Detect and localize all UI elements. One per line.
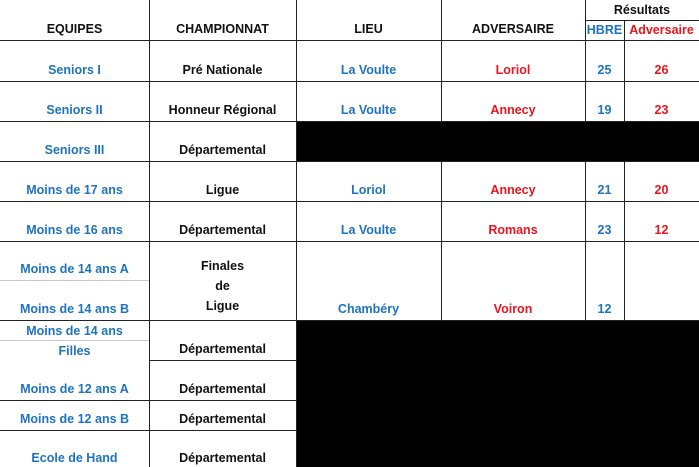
equipe-cell: Seniors I bbox=[48, 63, 101, 77]
adversaire-cell: Annecy bbox=[490, 103, 536, 117]
equipe-cell: Filles bbox=[58, 344, 91, 358]
hbre-score-cell: 25 bbox=[597, 63, 612, 77]
championnat-cell: Pré Nationale bbox=[182, 63, 263, 77]
championnat-cell: Départemental bbox=[179, 143, 266, 157]
header-championnat: CHAMPIONNAT bbox=[176, 22, 269, 36]
adversaire-cell: Loriol bbox=[495, 63, 531, 77]
equipe-cell: Moins de 16 ans bbox=[26, 223, 123, 237]
championnat-cell: Départemental bbox=[179, 382, 266, 396]
lieu-cell: La Voulte bbox=[340, 103, 397, 117]
championnat-cell: Départemental bbox=[179, 451, 266, 465]
lieu-cell: Loriol bbox=[351, 183, 386, 197]
championnat-line: Finales bbox=[200, 259, 245, 273]
championnat-cell: Ligue bbox=[205, 183, 240, 197]
adversaire-score-cell: 23 bbox=[654, 103, 669, 117]
championnat-cell: Départemental bbox=[179, 412, 266, 426]
equipe-cell: Moins de 12 ans B bbox=[19, 412, 130, 426]
equipe-cell: Moins de 14 ans bbox=[26, 324, 123, 338]
blank-region-seniors-iii bbox=[297, 121, 699, 161]
lieu-cell: La Voulte bbox=[340, 63, 397, 77]
equipe-cell: Ecole de Hand bbox=[31, 451, 118, 465]
equipe-cell: Moins de 12 ans A bbox=[20, 382, 129, 396]
hbre-score-cell: 19 bbox=[597, 103, 612, 117]
lieu-cell: Chambéry bbox=[337, 302, 400, 316]
header-equipes: EQUIPES bbox=[46, 22, 103, 36]
adversaire-score-cell: 12 bbox=[654, 223, 669, 237]
hbre-score-cell: 21 bbox=[597, 183, 612, 197]
header-lieu: LIEU bbox=[354, 22, 383, 36]
equipe-cell: Moins de 14 ans B bbox=[19, 302, 130, 316]
championnat-cell: Départemental bbox=[179, 223, 266, 237]
equipe-cell: Seniors II bbox=[46, 103, 103, 117]
header-adversaire: ADVERSAIRE bbox=[472, 22, 554, 36]
championnat-cell: Honneur Régional bbox=[168, 103, 277, 117]
championnat-line: Ligue bbox=[205, 299, 240, 313]
adversaire-score-cell: 26 bbox=[654, 63, 669, 77]
equipe-cell: Moins de 14 ans A bbox=[20, 262, 129, 276]
adversaire-cell: Annecy bbox=[490, 183, 536, 197]
adversaire-cell: Romans bbox=[488, 223, 538, 237]
header-resultats: Résultats bbox=[613, 3, 671, 17]
lieu-cell: La Voulte bbox=[340, 223, 397, 237]
adversaire-score-cell: 20 bbox=[654, 183, 669, 197]
equipe-cell: Seniors III bbox=[44, 143, 105, 157]
header-hbre: HBRE bbox=[586, 23, 623, 37]
equipe-cell: Moins de 17 ans bbox=[26, 183, 123, 197]
header-adversaire-score: Adversaire bbox=[629, 23, 694, 37]
championnat-cell: Départemental bbox=[179, 342, 266, 356]
hbre-score-cell: 23 bbox=[597, 223, 612, 237]
championnat-cell bbox=[149, 241, 296, 320]
adversaire-cell: Voiron bbox=[493, 302, 533, 316]
hbre-score-cell: 12 bbox=[597, 302, 612, 316]
championnat-line: de bbox=[215, 279, 230, 293]
blank-region-lower bbox=[297, 320, 699, 467]
